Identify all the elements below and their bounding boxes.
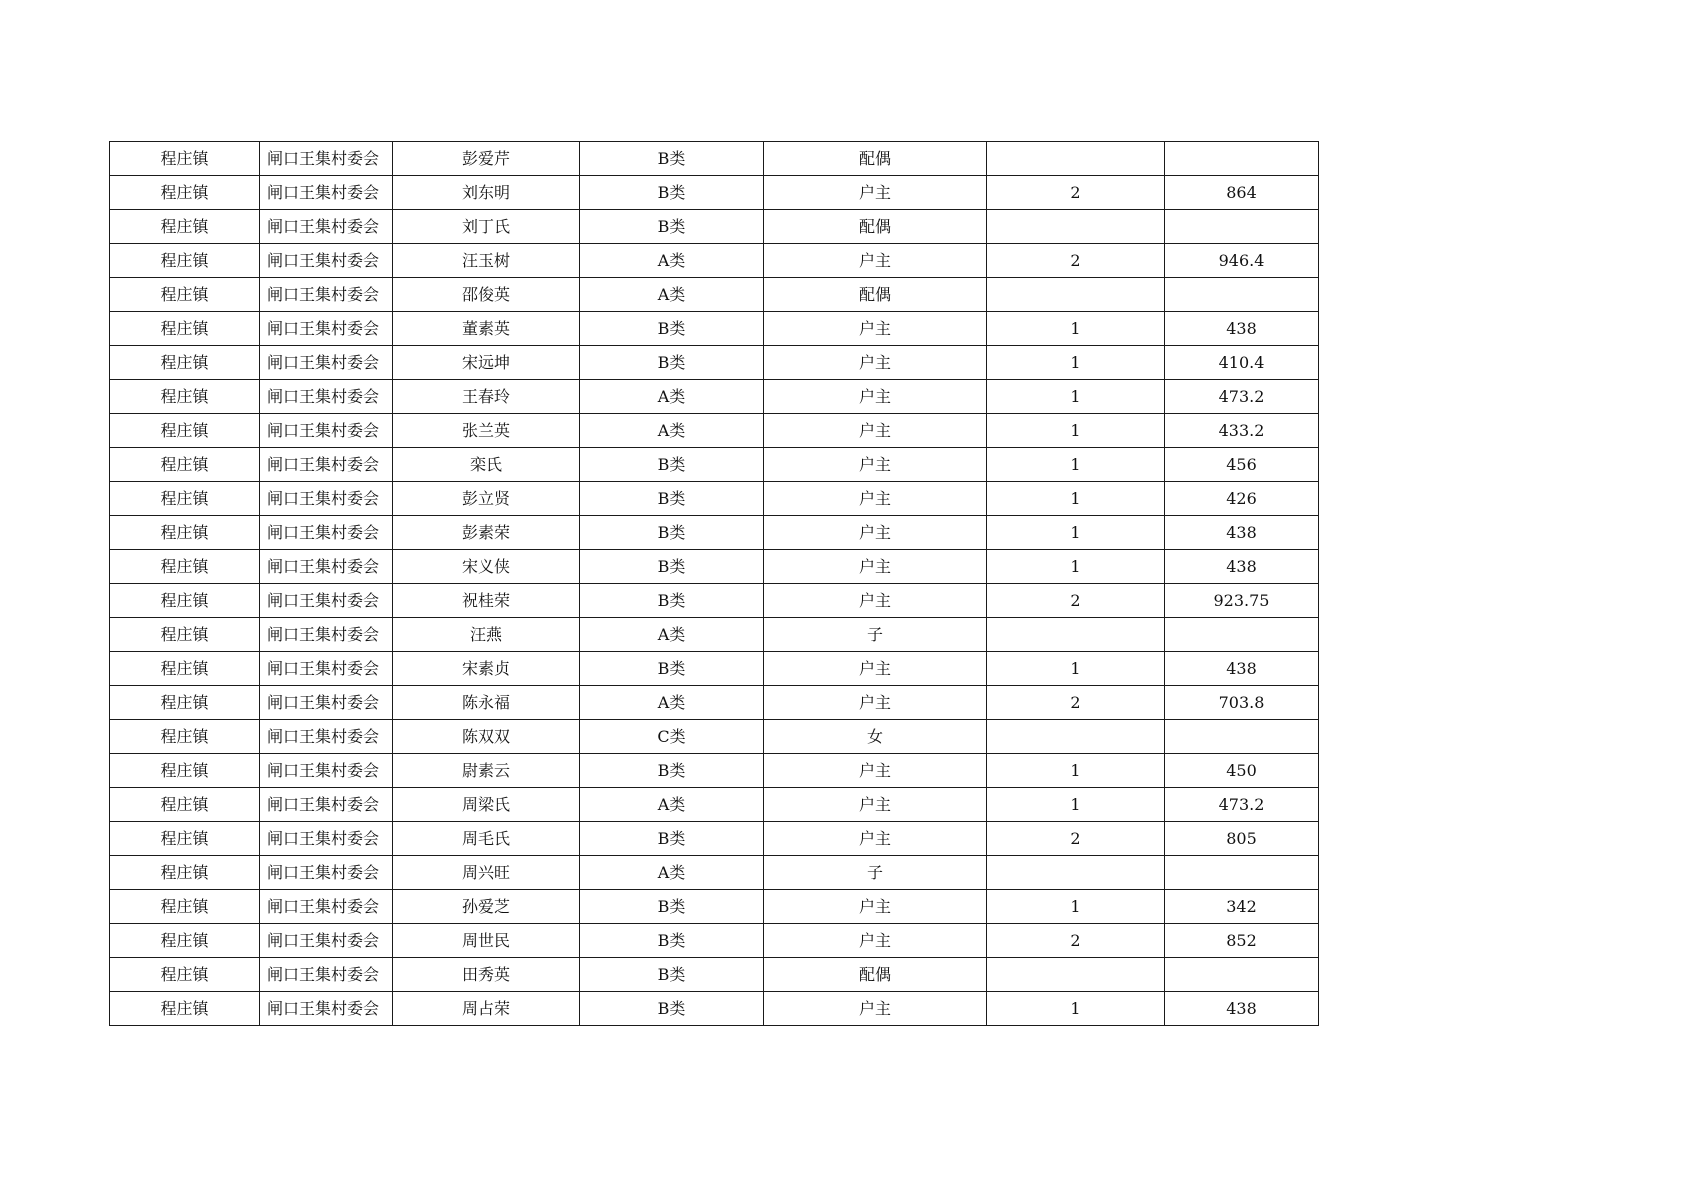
name-cell: 陈永福 — [393, 686, 580, 720]
village-cell: 闸口王集村委会 — [260, 550, 393, 584]
relation-cell: 配偶 — [764, 210, 987, 244]
table-row — [110, 550, 1319, 584]
village-cell: 闸口王集村委会 — [260, 618, 393, 652]
village-cell: 闸口王集村委会 — [260, 822, 393, 856]
relation-cell: 子 — [764, 856, 987, 890]
table-row — [110, 584, 1319, 618]
amount-cell: 450 — [1165, 754, 1319, 788]
household-size-cell: 1 — [987, 890, 1165, 924]
town-cell: 程庄镇 — [110, 720, 260, 754]
category-cell: B类 — [580, 822, 764, 856]
amount-cell: 438 — [1165, 516, 1319, 550]
amount-cell: 426 — [1165, 482, 1319, 516]
category-cell: B类 — [580, 754, 764, 788]
table-row — [110, 482, 1319, 516]
table-row — [110, 142, 1319, 176]
table-row — [110, 448, 1319, 482]
town-cell: 程庄镇 — [110, 788, 260, 822]
village-cell: 闸口王集村委会 — [260, 278, 393, 312]
category-cell: B类 — [580, 142, 764, 176]
relation-cell: 户主 — [764, 584, 987, 618]
category-cell: A类 — [580, 686, 764, 720]
category-cell: B类 — [580, 958, 764, 992]
category-cell: B类 — [580, 890, 764, 924]
category-cell: B类 — [580, 992, 764, 1026]
name-cell: 张兰英 — [393, 414, 580, 448]
name-cell: 尉素云 — [393, 754, 580, 788]
village-cell: 闸口王集村委会 — [260, 686, 393, 720]
category-cell: B类 — [580, 210, 764, 244]
amount-cell: 438 — [1165, 312, 1319, 346]
household-size-cell — [987, 210, 1165, 244]
household-size-cell: 1 — [987, 414, 1165, 448]
household-size-cell: 2 — [987, 584, 1165, 618]
amount-cell — [1165, 958, 1319, 992]
name-cell: 彭素荣 — [393, 516, 580, 550]
relation-cell: 户主 — [764, 312, 987, 346]
village-cell: 闸口王集村委会 — [260, 244, 393, 278]
table-row — [110, 754, 1319, 788]
table-row — [110, 856, 1319, 890]
name-cell: 周占荣 — [393, 992, 580, 1026]
table-row — [110, 924, 1319, 958]
village-cell: 闸口王集村委会 — [260, 958, 393, 992]
name-cell: 汪玉树 — [393, 244, 580, 278]
category-cell: B类 — [580, 312, 764, 346]
village-cell: 闸口王集村委会 — [260, 380, 393, 414]
household-size-cell — [987, 720, 1165, 754]
name-cell: 宋远坤 — [393, 346, 580, 380]
amount-cell — [1165, 618, 1319, 652]
category-cell: A类 — [580, 618, 764, 652]
document-sheet — [109, 141, 1318, 1026]
relation-cell: 户主 — [764, 788, 987, 822]
amount-cell: 473.2 — [1165, 380, 1319, 414]
name-cell: 董素英 — [393, 312, 580, 346]
table-row — [110, 210, 1319, 244]
village-cell: 闸口王集村委会 — [260, 448, 393, 482]
name-cell: 孙爱芝 — [393, 890, 580, 924]
name-cell: 王春玲 — [393, 380, 580, 414]
category-cell: C类 — [580, 720, 764, 754]
relation-cell: 配偶 — [764, 278, 987, 312]
category-cell: B类 — [580, 176, 764, 210]
table-row — [110, 788, 1319, 822]
village-cell: 闸口王集村委会 — [260, 210, 393, 244]
category-cell: B类 — [580, 516, 764, 550]
amount-cell: 473.2 — [1165, 788, 1319, 822]
amount-cell: 946.4 — [1165, 244, 1319, 278]
name-cell: 田秀英 — [393, 958, 580, 992]
category-cell: A类 — [580, 856, 764, 890]
amount-cell: 864 — [1165, 176, 1319, 210]
name-cell: 周世民 — [393, 924, 580, 958]
household-size-cell: 1 — [987, 754, 1165, 788]
town-cell: 程庄镇 — [110, 448, 260, 482]
relation-cell: 户主 — [764, 754, 987, 788]
table-row — [110, 516, 1319, 550]
table-row — [110, 652, 1319, 686]
town-cell: 程庄镇 — [110, 278, 260, 312]
village-cell: 闸口王集村委会 — [260, 176, 393, 210]
household-size-cell: 1 — [987, 346, 1165, 380]
relation-cell: 户主 — [764, 414, 987, 448]
category-cell: B类 — [580, 584, 764, 618]
amount-cell: 342 — [1165, 890, 1319, 924]
beneficiary-table — [109, 141, 1319, 1026]
name-cell: 邵俊英 — [393, 278, 580, 312]
table-row — [110, 244, 1319, 278]
town-cell: 程庄镇 — [110, 346, 260, 380]
amount-cell — [1165, 142, 1319, 176]
town-cell: 程庄镇 — [110, 652, 260, 686]
relation-cell: 户主 — [764, 686, 987, 720]
household-size-cell — [987, 958, 1165, 992]
relation-cell: 户主 — [764, 516, 987, 550]
relation-cell: 户主 — [764, 482, 987, 516]
town-cell: 程庄镇 — [110, 822, 260, 856]
relation-cell: 户主 — [764, 924, 987, 958]
village-cell: 闸口王集村委会 — [260, 856, 393, 890]
town-cell: 程庄镇 — [110, 380, 260, 414]
name-cell: 栾氏 — [393, 448, 580, 482]
household-size-cell: 1 — [987, 516, 1165, 550]
table-row — [110, 312, 1319, 346]
name-cell: 周梁氏 — [393, 788, 580, 822]
relation-cell: 户主 — [764, 448, 987, 482]
town-cell: 程庄镇 — [110, 244, 260, 278]
town-cell: 程庄镇 — [110, 482, 260, 516]
amount-cell: 923.75 — [1165, 584, 1319, 618]
category-cell: B类 — [580, 482, 764, 516]
amount-cell: 805 — [1165, 822, 1319, 856]
relation-cell: 户主 — [764, 890, 987, 924]
town-cell: 程庄镇 — [110, 584, 260, 618]
town-cell: 程庄镇 — [110, 958, 260, 992]
relation-cell: 户主 — [764, 346, 987, 380]
town-cell: 程庄镇 — [110, 754, 260, 788]
amount-cell: 703.8 — [1165, 686, 1319, 720]
household-size-cell: 1 — [987, 380, 1165, 414]
amount-cell — [1165, 278, 1319, 312]
category-cell: A类 — [580, 414, 764, 448]
village-cell: 闸口王集村委会 — [260, 924, 393, 958]
relation-cell: 户主 — [764, 176, 987, 210]
household-size-cell: 1 — [987, 550, 1165, 584]
amount-cell — [1165, 856, 1319, 890]
name-cell: 刘东明 — [393, 176, 580, 210]
village-cell: 闸口王集村委会 — [260, 516, 393, 550]
town-cell: 程庄镇 — [110, 550, 260, 584]
amount-cell: 410.4 — [1165, 346, 1319, 380]
category-cell: A类 — [580, 244, 764, 278]
table-row — [110, 720, 1319, 754]
town-cell: 程庄镇 — [110, 210, 260, 244]
category-cell: B类 — [580, 448, 764, 482]
relation-cell: 户主 — [764, 992, 987, 1026]
village-cell: 闸口王集村委会 — [260, 584, 393, 618]
household-size-cell — [987, 278, 1165, 312]
household-size-cell: 2 — [987, 822, 1165, 856]
category-cell: A类 — [580, 278, 764, 312]
category-cell: B类 — [580, 346, 764, 380]
name-cell: 刘丁氏 — [393, 210, 580, 244]
household-size-cell: 1 — [987, 992, 1165, 1026]
household-size-cell: 1 — [987, 788, 1165, 822]
village-cell: 闸口王集村委会 — [260, 482, 393, 516]
household-size-cell: 2 — [987, 244, 1165, 278]
town-cell: 程庄镇 — [110, 618, 260, 652]
category-cell: B类 — [580, 924, 764, 958]
town-cell: 程庄镇 — [110, 312, 260, 346]
amount-cell: 456 — [1165, 448, 1319, 482]
household-size-cell: 2 — [987, 924, 1165, 958]
name-cell: 周兴旺 — [393, 856, 580, 890]
relation-cell: 户主 — [764, 550, 987, 584]
town-cell: 程庄镇 — [110, 414, 260, 448]
table-row — [110, 958, 1319, 992]
category-cell: A类 — [580, 788, 764, 822]
table-row — [110, 346, 1319, 380]
category-cell: B类 — [580, 652, 764, 686]
amount-cell: 438 — [1165, 992, 1319, 1026]
household-size-cell: 1 — [987, 312, 1165, 346]
name-cell: 宋素贞 — [393, 652, 580, 686]
town-cell: 程庄镇 — [110, 142, 260, 176]
name-cell: 陈双双 — [393, 720, 580, 754]
name-cell: 汪燕 — [393, 618, 580, 652]
town-cell: 程庄镇 — [110, 890, 260, 924]
amount-cell — [1165, 720, 1319, 754]
town-cell: 程庄镇 — [110, 686, 260, 720]
relation-cell: 配偶 — [764, 142, 987, 176]
table-row — [110, 992, 1319, 1026]
table-row — [110, 822, 1319, 856]
amount-cell — [1165, 210, 1319, 244]
table-row — [110, 278, 1319, 312]
village-cell: 闸口王集村委会 — [260, 788, 393, 822]
household-size-cell — [987, 856, 1165, 890]
village-cell: 闸口王集村委会 — [260, 992, 393, 1026]
household-size-cell — [987, 618, 1165, 652]
relation-cell: 女 — [764, 720, 987, 754]
relation-cell: 户主 — [764, 822, 987, 856]
table-row — [110, 618, 1319, 652]
village-cell: 闸口王集村委会 — [260, 414, 393, 448]
town-cell: 程庄镇 — [110, 516, 260, 550]
household-size-cell: 2 — [987, 686, 1165, 720]
table-row — [110, 890, 1319, 924]
relation-cell: 户主 — [764, 380, 987, 414]
amount-cell: 438 — [1165, 652, 1319, 686]
village-cell: 闸口王集村委会 — [260, 346, 393, 380]
town-cell: 程庄镇 — [110, 856, 260, 890]
relation-cell: 子 — [764, 618, 987, 652]
household-size-cell: 1 — [987, 482, 1165, 516]
village-cell: 闸口王集村委会 — [260, 890, 393, 924]
village-cell: 闸口王集村委会 — [260, 142, 393, 176]
amount-cell: 433.2 — [1165, 414, 1319, 448]
name-cell: 周毛氏 — [393, 822, 580, 856]
name-cell: 宋义侠 — [393, 550, 580, 584]
category-cell: A类 — [580, 380, 764, 414]
relation-cell: 户主 — [764, 652, 987, 686]
town-cell: 程庄镇 — [110, 176, 260, 210]
village-cell: 闸口王集村委会 — [260, 720, 393, 754]
town-cell: 程庄镇 — [110, 924, 260, 958]
name-cell: 祝桂荣 — [393, 584, 580, 618]
amount-cell: 438 — [1165, 550, 1319, 584]
town-cell: 程庄镇 — [110, 992, 260, 1026]
table-body — [110, 142, 1319, 1026]
village-cell: 闸口王集村委会 — [260, 754, 393, 788]
table-row — [110, 686, 1319, 720]
name-cell: 彭立贤 — [393, 482, 580, 516]
amount-cell: 852 — [1165, 924, 1319, 958]
household-size-cell: 2 — [987, 176, 1165, 210]
household-size-cell: 1 — [987, 448, 1165, 482]
household-size-cell — [987, 142, 1165, 176]
relation-cell: 户主 — [764, 244, 987, 278]
table-row — [110, 176, 1319, 210]
category-cell: B类 — [580, 550, 764, 584]
table-row — [110, 414, 1319, 448]
village-cell: 闸口王集村委会 — [260, 312, 393, 346]
table-row — [110, 380, 1319, 414]
relation-cell: 配偶 — [764, 958, 987, 992]
village-cell: 闸口王集村委会 — [260, 652, 393, 686]
name-cell: 彭爱芹 — [393, 142, 580, 176]
household-size-cell: 1 — [987, 652, 1165, 686]
